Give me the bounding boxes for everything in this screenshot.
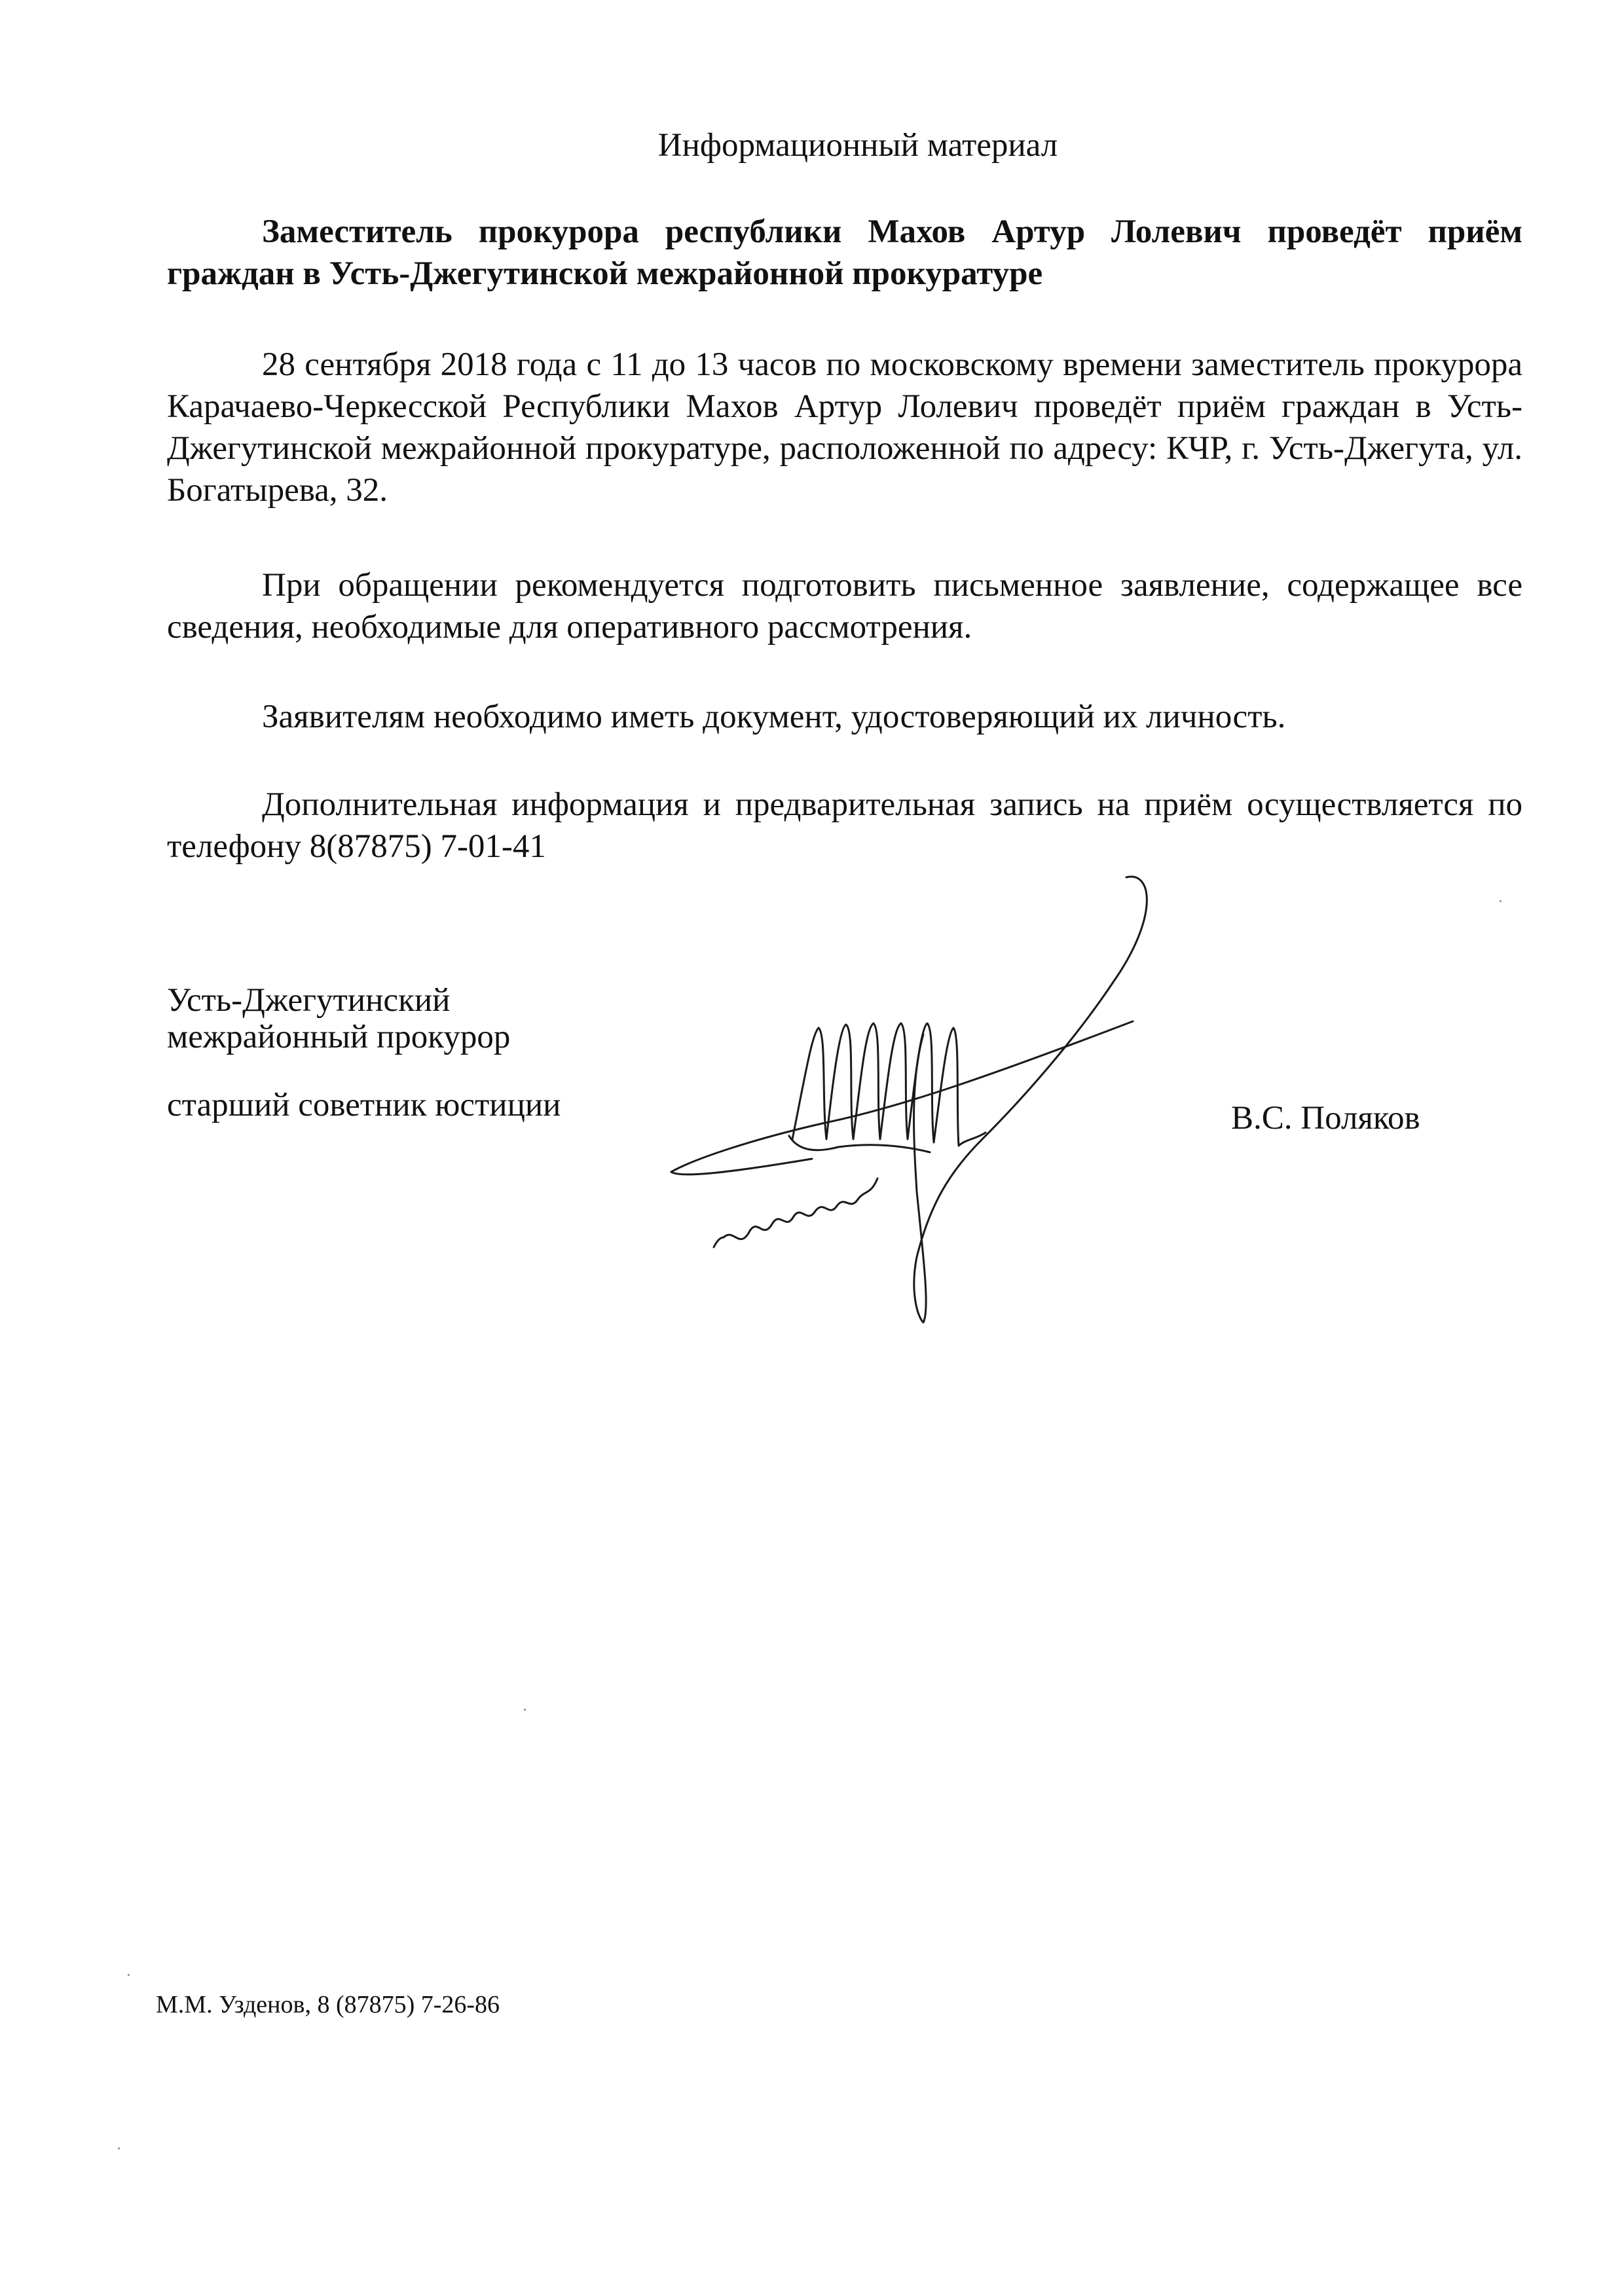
signatory-rank: старший советник юстиции (167, 1087, 561, 1123)
scan-speck (118, 2147, 120, 2149)
footer-contact: М.М. Узденов, 8 (87875) 7-26-86 (156, 1991, 500, 2018)
signatory-position-line1: Усть-Джегутинский (167, 982, 451, 1019)
paragraph-recommendation: При обращении рекомендуется подготовить письменное заявление, содержащее все сведения, необходимые для оперативного рассмотрения. (167, 567, 1522, 646)
scan-speck (1500, 900, 1502, 902)
signatory-position (167, 982, 510, 1055)
signatory-name: В.С. Поляков (1231, 1100, 1420, 1137)
paragraph-contact-phone: Дополнительная информация и предварительная запись на приём осуществляется по телефону 8(87875) 7-01-41 (167, 786, 1522, 865)
document-type-title: Информационный материал (657, 127, 1058, 164)
headline: Заместитель прокурора республики Махов Артур Лолевич проведёт приём граждан в Усть-Джегутинской межрайонной прокуратуре (167, 213, 1522, 292)
scan-speck (128, 1974, 130, 1976)
paragraph-announcement: 28 сентября 2018 года с 11 до 13 часов по московскому времени заместитель прокурора Карачаево-Черкесской Республики Махов Артур Лолевич проведёт приём граждан в Усть-Джегутинской межрайонной прокуратуре, расположенной по адресу: КЧР, г. Усть-Джегута, ул. Богатырева, 32. (167, 346, 1522, 509)
scan-speck (524, 1709, 526, 1711)
handwritten-signature (655, 864, 1179, 1336)
paragraph-identity-document: Заявителям необходимо иметь документ, удостоверяющий их личность. (262, 699, 1286, 735)
signatory-position-line2: межрайонный прокурор (167, 1019, 511, 1055)
